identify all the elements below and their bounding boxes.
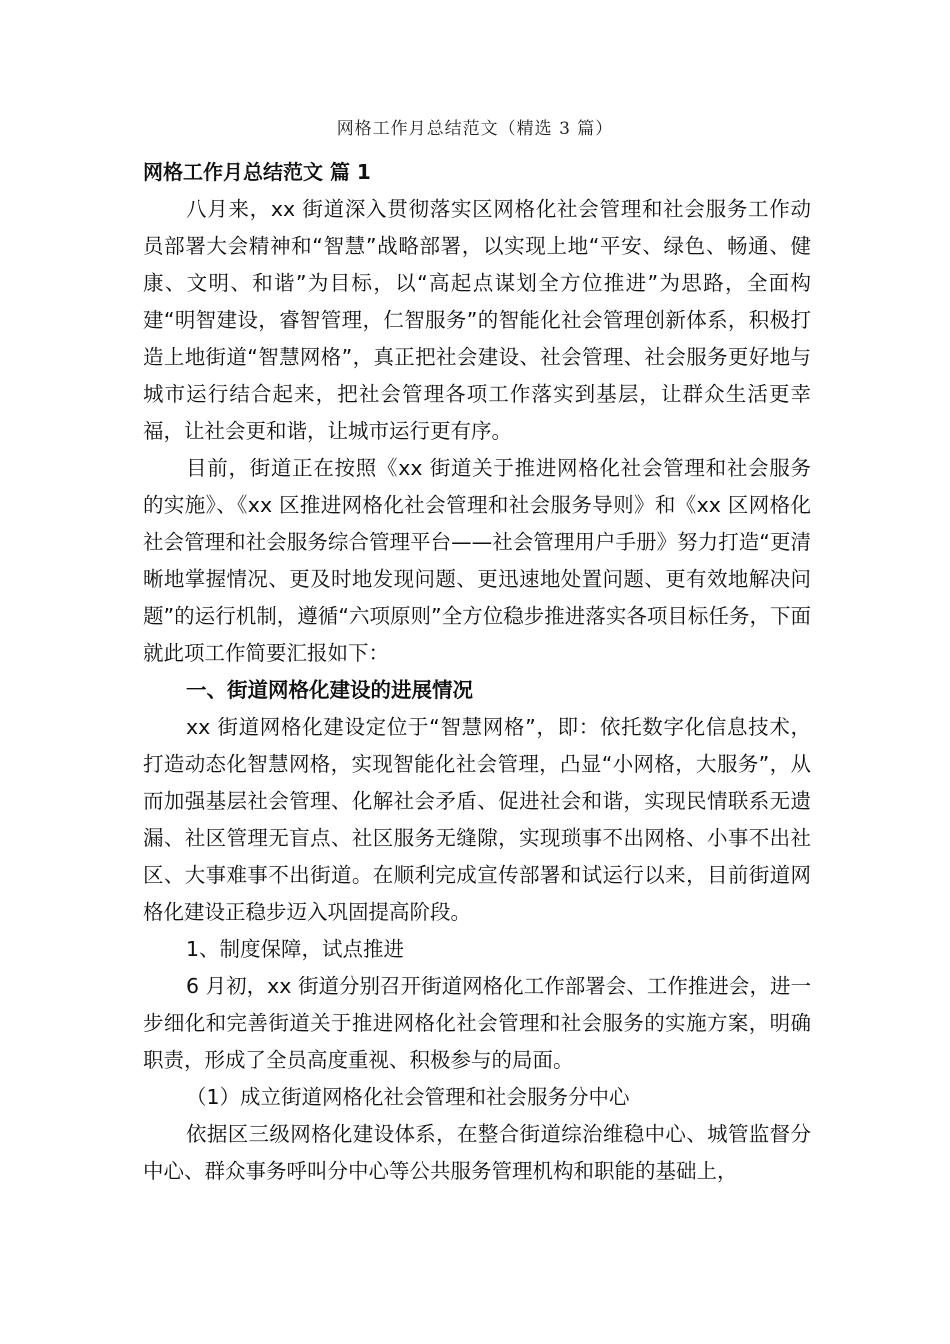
paragraph-1: 八月来，xx 街道深入贯彻落实区网格化社会管理和社会服务工作动员部署大会精神和“智慧”战略部署，以实现上地“平安、绿色、畅通、健康、文明、和谐”为目标，以“高起点谋划全方位推进”为思路，全面构建“明智建设，睿智管理，仁智服务”的智能化社会管理创新体系，积极打造上地街道“智慧网格”，真正把社会建设、社会管理、社会服务更好地与城市运行结合起来，把社会管理各项工作落实到基层，让群众生活更幸福，让社会更和谐，让城市运行更有序。 [143, 197, 811, 443]
paragraph-5: 依据区三级网格化建设体系，在整合街道综治维稳中心、城管监督分中心、群众事务呼叫分中心等公共服务管理机构和职能的基础上， [143, 1122, 811, 1183]
section-heading: 网格工作月总结范文 篇 1 [143, 160, 371, 184]
subsection-heading-2: 1、制度保障，试点推进 [186, 937, 405, 961]
subsection-heading-3: （1）成立街道网格化社会管理和社会服务分中心 [186, 1085, 630, 1109]
document-body [143, 154, 811, 1190]
paragraph-2: 目前，街道正在按照《xx 街道关于推进网格化社会管理和社会服务的实施》、《xx 区推进网格化社会管理和社会服务导则》和《xx 区网格化社会管理和社会服务综合管理平台——社会管理用户手册》努力打造“更清晰地掌握情况、更及时地发现问题、更迅速地处置问题、更有效地解决问题”的运行机制，遵循“六项原则”全方位稳步推进落实各项目标任务，下面就此项工作简要汇报如下： [143, 456, 811, 665]
document-title: 网格工作月总结范文（精选 3 篇） [336, 119, 614, 139]
paragraph-4: 6 月初，xx 街道分别召开街道网格化工作部署会、工作推进会，进一步细化和完善街道关于推进网格化社会管理和社会服务的实施方案，明确职责，形成了全员高度重视、积极参与的局面。 [143, 974, 811, 1072]
subsection-heading-1: 一、街道网格化建设的进展情况 [186, 678, 473, 702]
paragraph-3: xx 街道网格化建设定位于“智慧网格”，即：依托数字化信息技术，打造动态化智慧网格，实现智能化社会管理，凸显“小网格，大服务”，从而加强基层社会管理、化解社会矛盾、促进社会和谐，实现民情联系无遗漏、社区管理无盲点、社区服务无缝隙，实现琐事不出网格、小事不出社区、大事难事不出街道。在顺利完成宣传部署和试运行以来，目前街道网格化建设正稳步迈入巩固提高阶段。 [143, 715, 811, 924]
